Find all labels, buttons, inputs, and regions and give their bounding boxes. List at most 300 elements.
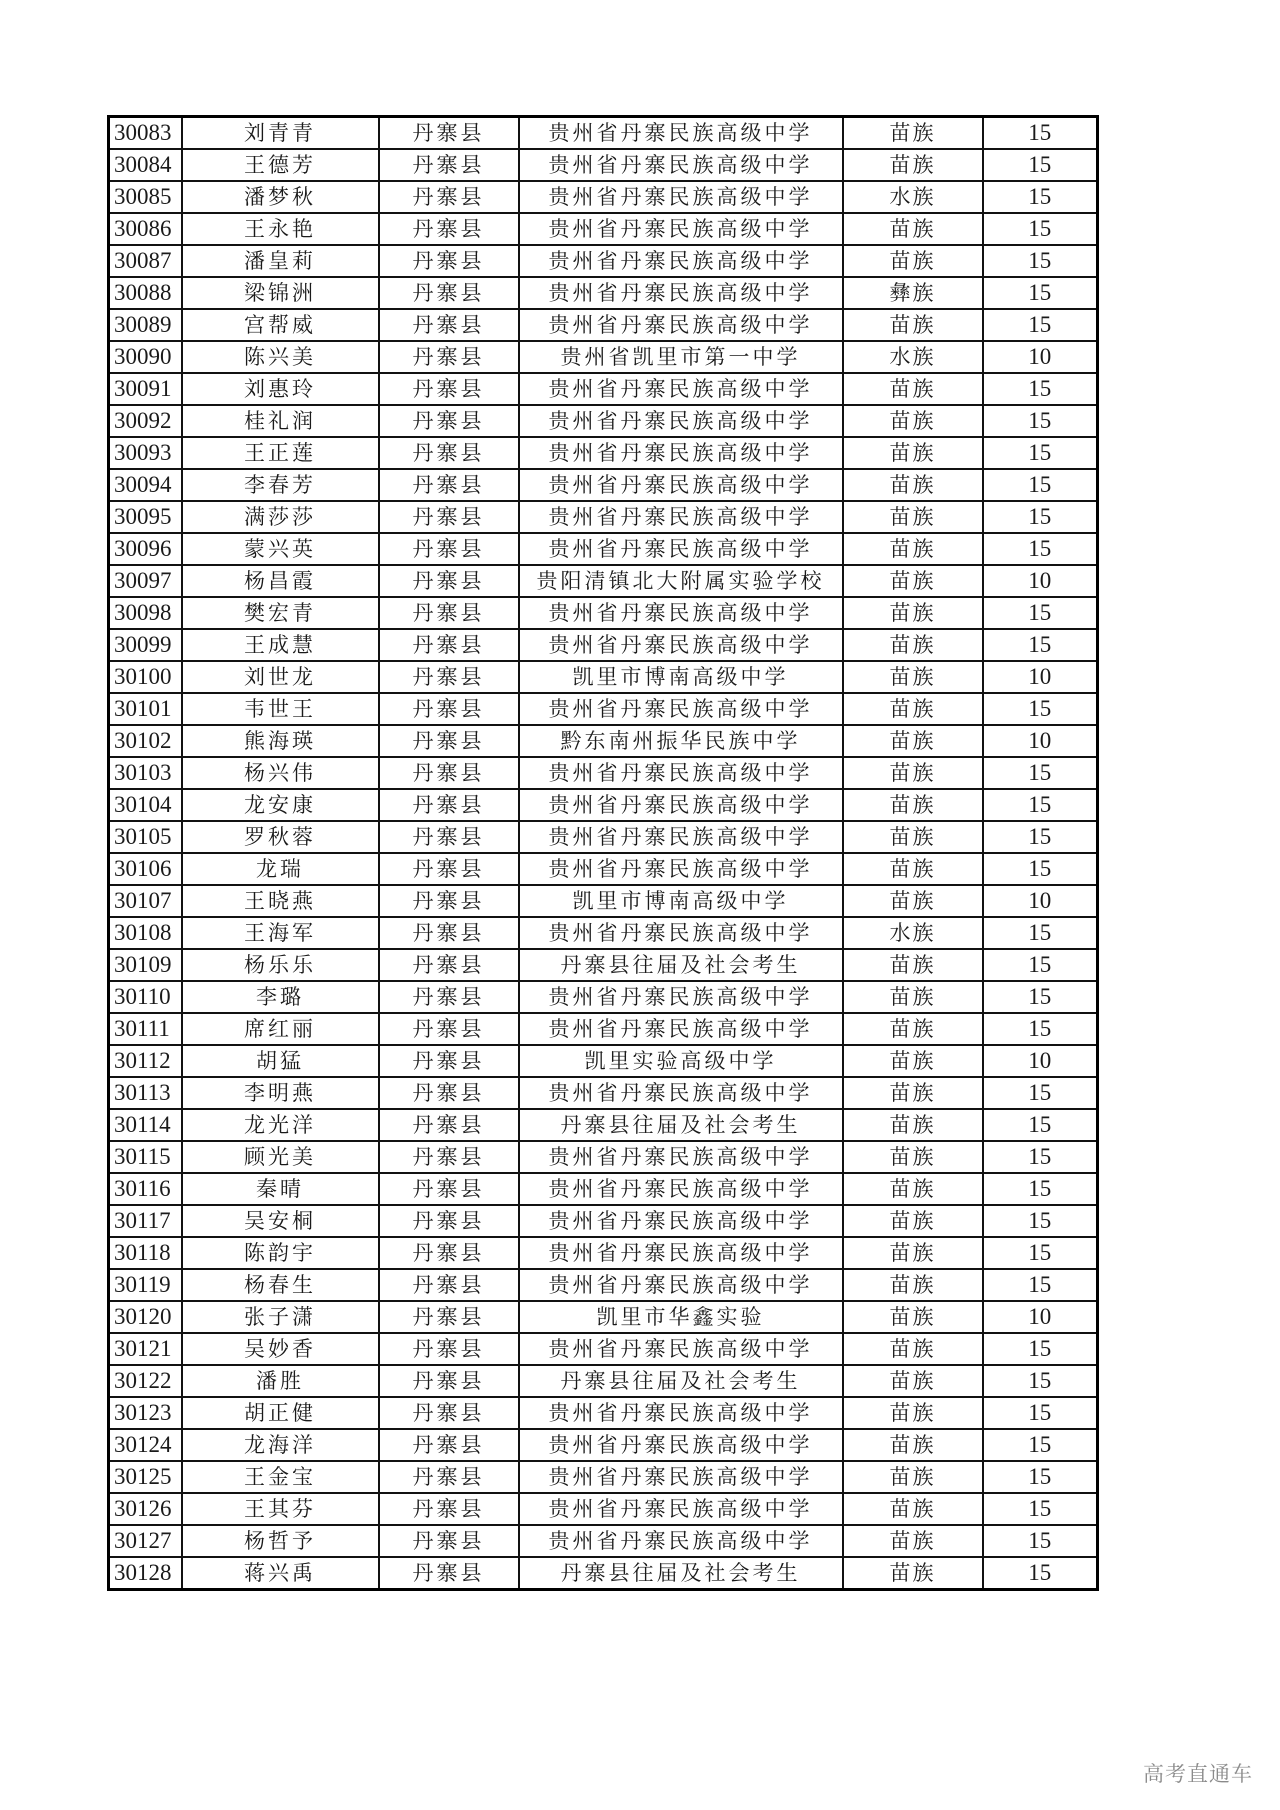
cell-bonus-points: 15 xyxy=(983,1493,1098,1525)
cell-ethnicity: 苗族 xyxy=(843,405,983,437)
cell-student-name: 陈韵宇 xyxy=(182,1237,379,1269)
cell-county: 丹寨县 xyxy=(379,117,519,150)
cell-school: 贵州省丹寨民族高级中学 xyxy=(519,373,843,405)
cell-county: 丹寨县 xyxy=(379,149,519,181)
table-row xyxy=(109,245,1098,277)
cell-student-id: 30084 xyxy=(109,149,182,181)
table-row xyxy=(109,789,1098,821)
cell-ethnicity: 苗族 xyxy=(843,1013,983,1045)
cell-ethnicity: 苗族 xyxy=(843,117,983,150)
cell-student-name: 王海军 xyxy=(182,917,379,949)
cell-bonus-points: 15 xyxy=(983,1141,1098,1173)
cell-bonus-points: 15 xyxy=(983,1557,1098,1590)
cell-student-name: 秦晴 xyxy=(182,1173,379,1205)
cell-student-name: 吴安桐 xyxy=(182,1205,379,1237)
cell-student-id: 30090 xyxy=(109,341,182,373)
table-row xyxy=(109,821,1098,853)
cell-student-name: 罗秋蓉 xyxy=(182,821,379,853)
cell-student-id: 30119 xyxy=(109,1269,182,1301)
table-row xyxy=(109,725,1098,757)
cell-student-id: 30103 xyxy=(109,757,182,789)
cell-bonus-points: 15 xyxy=(983,1461,1098,1493)
cell-student-name: 蒋兴禹 xyxy=(182,1557,379,1590)
cell-ethnicity: 苗族 xyxy=(843,1397,983,1429)
cell-student-id: 30098 xyxy=(109,597,182,629)
table-row xyxy=(109,181,1098,213)
table-row xyxy=(109,1557,1098,1590)
cell-ethnicity: 苗族 xyxy=(843,597,983,629)
cell-school: 黔东南州振华民族中学 xyxy=(519,725,843,757)
cell-student-name: 吴妙香 xyxy=(182,1333,379,1365)
cell-county: 丹寨县 xyxy=(379,949,519,981)
table-row xyxy=(109,309,1098,341)
cell-county: 丹寨县 xyxy=(379,1365,519,1397)
cell-school: 贵州省丹寨民族高级中学 xyxy=(519,597,843,629)
cell-school: 贵州省丹寨民族高级中学 xyxy=(519,181,843,213)
table-row xyxy=(109,469,1098,501)
cell-student-name: 王正莲 xyxy=(182,437,379,469)
cell-school: 贵州省丹寨民族高级中学 xyxy=(519,1205,843,1237)
table-row xyxy=(109,213,1098,245)
cell-school: 贵州省凯里市第一中学 xyxy=(519,341,843,373)
cell-student-id: 30114 xyxy=(109,1109,182,1141)
cell-county: 丹寨县 xyxy=(379,501,519,533)
table-row xyxy=(109,981,1098,1013)
cell-school: 贵州省丹寨民族高级中学 xyxy=(519,1525,843,1557)
cell-student-name: 李明燕 xyxy=(182,1077,379,1109)
cell-student-id: 30118 xyxy=(109,1237,182,1269)
cell-student-name: 胡正健 xyxy=(182,1397,379,1429)
cell-ethnicity: 水族 xyxy=(843,181,983,213)
cell-county: 丹寨县 xyxy=(379,757,519,789)
cell-ethnicity: 苗族 xyxy=(843,309,983,341)
cell-school: 贵州省丹寨民族高级中学 xyxy=(519,853,843,885)
cell-student-name: 张子潇 xyxy=(182,1301,379,1333)
table-row xyxy=(109,277,1098,309)
cell-student-id: 30104 xyxy=(109,789,182,821)
cell-bonus-points: 15 xyxy=(983,533,1098,565)
cell-student-id: 30097 xyxy=(109,565,182,597)
cell-county: 丹寨县 xyxy=(379,1077,519,1109)
cell-bonus-points: 15 xyxy=(983,1333,1098,1365)
cell-student-name: 顾光美 xyxy=(182,1141,379,1173)
cell-student-id: 30100 xyxy=(109,661,182,693)
table-row xyxy=(109,1301,1098,1333)
cell-bonus-points: 15 xyxy=(983,117,1098,150)
cell-school: 贵州省丹寨民族高级中学 xyxy=(519,917,843,949)
cell-bonus-points: 10 xyxy=(983,1301,1098,1333)
cell-student-id: 30086 xyxy=(109,213,182,245)
cell-ethnicity: 苗族 xyxy=(843,1365,983,1397)
cell-student-id: 30093 xyxy=(109,437,182,469)
cell-student-name: 潘梦秋 xyxy=(182,181,379,213)
cell-school: 贵州省丹寨民族高级中学 xyxy=(519,1493,843,1525)
cell-ethnicity: 苗族 xyxy=(843,821,983,853)
cell-county: 丹寨县 xyxy=(379,1525,519,1557)
cell-student-id: 30128 xyxy=(109,1557,182,1590)
cell-bonus-points: 15 xyxy=(983,1429,1098,1461)
cell-school: 贵州省丹寨民族高级中学 xyxy=(519,1141,843,1173)
cell-student-name: 杨春生 xyxy=(182,1269,379,1301)
table-row xyxy=(109,629,1098,661)
cell-school: 贵州省丹寨民族高级中学 xyxy=(519,1269,843,1301)
cell-school: 贵州省丹寨民族高级中学 xyxy=(519,501,843,533)
cell-school: 凯里市博南高级中学 xyxy=(519,885,843,917)
cell-bonus-points: 15 xyxy=(983,405,1098,437)
cell-ethnicity: 水族 xyxy=(843,917,983,949)
cell-bonus-points: 15 xyxy=(983,1013,1098,1045)
table-row xyxy=(109,1397,1098,1429)
cell-school: 贵州省丹寨民族高级中学 xyxy=(519,469,843,501)
cell-bonus-points: 10 xyxy=(983,661,1098,693)
cell-bonus-points: 15 xyxy=(983,277,1098,309)
cell-student-name: 樊宏青 xyxy=(182,597,379,629)
cell-county: 丹寨县 xyxy=(379,981,519,1013)
table-row xyxy=(109,1173,1098,1205)
cell-county: 丹寨县 xyxy=(379,1045,519,1077)
watermark-text: 高考直通车 xyxy=(1143,1762,1253,1786)
cell-student-name: 席红丽 xyxy=(182,1013,379,1045)
cell-school: 贵州省丹寨民族高级中学 xyxy=(519,309,843,341)
cell-student-name: 蒙兴英 xyxy=(182,533,379,565)
cell-student-id: 30124 xyxy=(109,1429,182,1461)
cell-bonus-points: 15 xyxy=(983,1077,1098,1109)
table-row xyxy=(109,373,1098,405)
cell-bonus-points: 15 xyxy=(983,149,1098,181)
cell-county: 丹寨县 xyxy=(379,1429,519,1461)
cell-county: 丹寨县 xyxy=(379,437,519,469)
cell-ethnicity: 苗族 xyxy=(843,981,983,1013)
cell-student-name: 龙光洋 xyxy=(182,1109,379,1141)
cell-county: 丹寨县 xyxy=(379,1205,519,1237)
table-row xyxy=(109,949,1098,981)
cell-ethnicity: 苗族 xyxy=(843,373,983,405)
cell-bonus-points: 15 xyxy=(983,981,1098,1013)
table-row xyxy=(109,1141,1098,1173)
cell-student-name: 王晓燕 xyxy=(182,885,379,917)
cell-student-name: 桂礼润 xyxy=(182,405,379,437)
cell-student-name: 刘世龙 xyxy=(182,661,379,693)
cell-ethnicity: 苗族 xyxy=(843,853,983,885)
cell-bonus-points: 15 xyxy=(983,501,1098,533)
cell-student-name: 龙海洋 xyxy=(182,1429,379,1461)
cell-school: 丹寨县往届及社会考生 xyxy=(519,1557,843,1590)
cell-county: 丹寨县 xyxy=(379,1013,519,1045)
cell-ethnicity: 苗族 xyxy=(843,437,983,469)
table-row xyxy=(109,1045,1098,1077)
cell-school: 贵州省丹寨民族高级中学 xyxy=(519,149,843,181)
cell-student-name: 李璐 xyxy=(182,981,379,1013)
cell-bonus-points: 15 xyxy=(983,1525,1098,1557)
cell-county: 丹寨县 xyxy=(379,597,519,629)
cell-student-id: 30096 xyxy=(109,533,182,565)
cell-ethnicity: 苗族 xyxy=(843,1109,983,1141)
table-row xyxy=(109,501,1098,533)
cell-student-id: 30106 xyxy=(109,853,182,885)
student-bonus-points-table xyxy=(107,115,1099,1591)
cell-student-id: 30092 xyxy=(109,405,182,437)
cell-ethnicity: 苗族 xyxy=(843,501,983,533)
table-row xyxy=(109,1013,1098,1045)
cell-school: 贵州省丹寨民族高级中学 xyxy=(519,1237,843,1269)
table-row xyxy=(109,117,1098,150)
cell-school: 贵州省丹寨民族高级中学 xyxy=(519,117,843,150)
cell-school: 贵州省丹寨民族高级中学 xyxy=(519,1429,843,1461)
cell-student-id: 30113 xyxy=(109,1077,182,1109)
cell-student-id: 30105 xyxy=(109,821,182,853)
cell-student-id: 30109 xyxy=(109,949,182,981)
table-row xyxy=(109,1525,1098,1557)
cell-school: 凯里市博南高级中学 xyxy=(519,661,843,693)
cell-student-name: 李春芳 xyxy=(182,469,379,501)
cell-county: 丹寨县 xyxy=(379,821,519,853)
cell-student-id: 30085 xyxy=(109,181,182,213)
cell-student-name: 杨乐乐 xyxy=(182,949,379,981)
cell-ethnicity: 彝族 xyxy=(843,277,983,309)
cell-school: 贵州省丹寨民族高级中学 xyxy=(519,693,843,725)
cell-county: 丹寨县 xyxy=(379,469,519,501)
table-row xyxy=(109,693,1098,725)
cell-student-name: 宫帮威 xyxy=(182,309,379,341)
cell-ethnicity: 苗族 xyxy=(843,469,983,501)
cell-school: 贵州省丹寨民族高级中学 xyxy=(519,213,843,245)
cell-ethnicity: 苗族 xyxy=(843,661,983,693)
cell-student-name: 龙安康 xyxy=(182,789,379,821)
cell-student-name: 胡猛 xyxy=(182,1045,379,1077)
cell-bonus-points: 15 xyxy=(983,437,1098,469)
cell-county: 丹寨县 xyxy=(379,1109,519,1141)
cell-ethnicity: 苗族 xyxy=(843,1461,983,1493)
table-row xyxy=(109,597,1098,629)
cell-student-name: 陈兴美 xyxy=(182,341,379,373)
cell-ethnicity: 苗族 xyxy=(843,1141,983,1173)
cell-student-name: 杨哲予 xyxy=(182,1525,379,1557)
cell-school: 贵州省丹寨民族高级中学 xyxy=(519,981,843,1013)
cell-bonus-points: 15 xyxy=(983,1173,1098,1205)
cell-bonus-points: 15 xyxy=(983,1109,1098,1141)
cell-ethnicity: 苗族 xyxy=(843,1333,983,1365)
cell-bonus-points: 15 xyxy=(983,181,1098,213)
cell-ethnicity: 苗族 xyxy=(843,629,983,661)
cell-ethnicity: 苗族 xyxy=(843,693,983,725)
cell-county: 丹寨县 xyxy=(379,661,519,693)
cell-county: 丹寨县 xyxy=(379,725,519,757)
cell-ethnicity: 苗族 xyxy=(843,885,983,917)
table-body xyxy=(109,117,1098,1590)
cell-school: 贵州省丹寨民族高级中学 xyxy=(519,245,843,277)
table-row xyxy=(109,149,1098,181)
cell-county: 丹寨县 xyxy=(379,1557,519,1590)
table-row xyxy=(109,853,1098,885)
table-row xyxy=(109,757,1098,789)
cell-school: 丹寨县往届及社会考生 xyxy=(519,1365,843,1397)
cell-bonus-points: 15 xyxy=(983,245,1098,277)
cell-bonus-points: 15 xyxy=(983,1365,1098,1397)
cell-school: 贵州省丹寨民族高级中学 xyxy=(519,1077,843,1109)
cell-student-id: 30112 xyxy=(109,1045,182,1077)
cell-bonus-points: 15 xyxy=(983,693,1098,725)
table-row xyxy=(109,1333,1098,1365)
cell-county: 丹寨县 xyxy=(379,373,519,405)
cell-county: 丹寨县 xyxy=(379,853,519,885)
cell-ethnicity: 苗族 xyxy=(843,1173,983,1205)
cell-ethnicity: 苗族 xyxy=(843,789,983,821)
cell-school: 贵州省丹寨民族高级中学 xyxy=(519,277,843,309)
cell-student-name: 王德芳 xyxy=(182,149,379,181)
cell-bonus-points: 15 xyxy=(983,757,1098,789)
cell-student-name: 王永艳 xyxy=(182,213,379,245)
cell-bonus-points: 10 xyxy=(983,725,1098,757)
cell-bonus-points: 10 xyxy=(983,341,1098,373)
cell-student-id: 30094 xyxy=(109,469,182,501)
cell-bonus-points: 15 xyxy=(983,1397,1098,1429)
table-row xyxy=(109,1493,1098,1525)
cell-school: 贵州省丹寨民族高级中学 xyxy=(519,533,843,565)
cell-bonus-points: 15 xyxy=(983,917,1098,949)
cell-bonus-points: 15 xyxy=(983,629,1098,661)
cell-ethnicity: 水族 xyxy=(843,341,983,373)
table-row xyxy=(109,917,1098,949)
cell-bonus-points: 15 xyxy=(983,597,1098,629)
cell-ethnicity: 苗族 xyxy=(843,245,983,277)
cell-student-name: 杨昌霞 xyxy=(182,565,379,597)
table-row xyxy=(109,341,1098,373)
cell-student-id: 30089 xyxy=(109,309,182,341)
cell-county: 丹寨县 xyxy=(379,405,519,437)
table-row xyxy=(109,1269,1098,1301)
table-row xyxy=(109,661,1098,693)
cell-bonus-points: 10 xyxy=(983,1045,1098,1077)
cell-school: 凯里市华鑫实验 xyxy=(519,1301,843,1333)
cell-school: 贵州省丹寨民族高级中学 xyxy=(519,629,843,661)
cell-student-id: 30126 xyxy=(109,1493,182,1525)
cell-student-name: 刘青青 xyxy=(182,117,379,150)
cell-county: 丹寨县 xyxy=(379,533,519,565)
cell-ethnicity: 苗族 xyxy=(843,213,983,245)
cell-county: 丹寨县 xyxy=(379,693,519,725)
table-row xyxy=(109,533,1098,565)
cell-ethnicity: 苗族 xyxy=(843,1557,983,1590)
table-row xyxy=(109,405,1098,437)
cell-student-id: 30088 xyxy=(109,277,182,309)
cell-student-name: 刘惠玲 xyxy=(182,373,379,405)
cell-ethnicity: 苗族 xyxy=(843,757,983,789)
table-row xyxy=(109,885,1098,917)
cell-bonus-points: 15 xyxy=(983,949,1098,981)
cell-school: 贵州省丹寨民族高级中学 xyxy=(519,789,843,821)
cell-student-name: 王其芬 xyxy=(182,1493,379,1525)
cell-student-name: 潘胜 xyxy=(182,1365,379,1397)
cell-county: 丹寨县 xyxy=(379,565,519,597)
table-row xyxy=(109,437,1098,469)
cell-ethnicity: 苗族 xyxy=(843,1045,983,1077)
cell-county: 丹寨县 xyxy=(379,1333,519,1365)
cell-school: 贵州省丹寨民族高级中学 xyxy=(519,1333,843,1365)
cell-bonus-points: 15 xyxy=(983,1269,1098,1301)
cell-student-name: 梁锦洲 xyxy=(182,277,379,309)
cell-student-id: 30095 xyxy=(109,501,182,533)
cell-ethnicity: 苗族 xyxy=(843,1077,983,1109)
cell-school: 贵州省丹寨民族高级中学 xyxy=(519,405,843,437)
cell-county: 丹寨县 xyxy=(379,1237,519,1269)
cell-student-id: 30110 xyxy=(109,981,182,1013)
cell-county: 丹寨县 xyxy=(379,789,519,821)
cell-student-name: 龙瑞 xyxy=(182,853,379,885)
cell-student-name: 韦世王 xyxy=(182,693,379,725)
cell-county: 丹寨县 xyxy=(379,1173,519,1205)
cell-county: 丹寨县 xyxy=(379,341,519,373)
cell-school: 贵州省丹寨民族高级中学 xyxy=(519,821,843,853)
cell-student-name: 杨兴伟 xyxy=(182,757,379,789)
cell-student-id: 30123 xyxy=(109,1397,182,1429)
cell-bonus-points: 15 xyxy=(983,309,1098,341)
cell-school: 贵州省丹寨民族高级中学 xyxy=(519,1397,843,1429)
cell-student-name: 潘皇莉 xyxy=(182,245,379,277)
cell-student-id: 30122 xyxy=(109,1365,182,1397)
table-row xyxy=(109,1429,1098,1461)
cell-ethnicity: 苗族 xyxy=(843,149,983,181)
cell-school: 凯里实验高级中学 xyxy=(519,1045,843,1077)
cell-school: 丹寨县往届及社会考生 xyxy=(519,949,843,981)
table-row xyxy=(109,1109,1098,1141)
cell-student-id: 30108 xyxy=(109,917,182,949)
cell-student-id: 30102 xyxy=(109,725,182,757)
cell-ethnicity: 苗族 xyxy=(843,1237,983,1269)
cell-county: 丹寨县 xyxy=(379,885,519,917)
cell-student-name: 满莎莎 xyxy=(182,501,379,533)
cell-school: 贵州省丹寨民族高级中学 xyxy=(519,437,843,469)
cell-bonus-points: 15 xyxy=(983,213,1098,245)
cell-county: 丹寨县 xyxy=(379,213,519,245)
cell-student-name: 王金宝 xyxy=(182,1461,379,1493)
cell-student-id: 30101 xyxy=(109,693,182,725)
table-row xyxy=(109,1237,1098,1269)
cell-bonus-points: 10 xyxy=(983,565,1098,597)
cell-student-id: 30099 xyxy=(109,629,182,661)
cell-school: 贵阳清镇北大附属实验学校 xyxy=(519,565,843,597)
cell-school: 贵州省丹寨民族高级中学 xyxy=(519,1013,843,1045)
table-row xyxy=(109,565,1098,597)
cell-school: 贵州省丹寨民族高级中学 xyxy=(519,757,843,789)
cell-student-id: 30127 xyxy=(109,1525,182,1557)
cell-county: 丹寨县 xyxy=(379,277,519,309)
cell-bonus-points: 15 xyxy=(983,373,1098,405)
cell-county: 丹寨县 xyxy=(379,1397,519,1429)
cell-ethnicity: 苗族 xyxy=(843,533,983,565)
cell-student-id: 30091 xyxy=(109,373,182,405)
cell-school: 丹寨县往届及社会考生 xyxy=(519,1109,843,1141)
cell-student-id: 30111 xyxy=(109,1013,182,1045)
cell-student-id: 30121 xyxy=(109,1333,182,1365)
cell-ethnicity: 苗族 xyxy=(843,1525,983,1557)
table-row xyxy=(109,1205,1098,1237)
cell-student-id: 30107 xyxy=(109,885,182,917)
cell-bonus-points: 10 xyxy=(983,885,1098,917)
cell-ethnicity: 苗族 xyxy=(843,1429,983,1461)
cell-student-id: 30116 xyxy=(109,1173,182,1205)
cell-ethnicity: 苗族 xyxy=(843,949,983,981)
cell-county: 丹寨县 xyxy=(379,309,519,341)
cell-ethnicity: 苗族 xyxy=(843,1301,983,1333)
cell-county: 丹寨县 xyxy=(379,1493,519,1525)
cell-bonus-points: 15 xyxy=(983,469,1098,501)
cell-student-name: 王成慧 xyxy=(182,629,379,661)
cell-ethnicity: 苗族 xyxy=(843,725,983,757)
cell-student-id: 30087 xyxy=(109,245,182,277)
cell-county: 丹寨县 xyxy=(379,1141,519,1173)
cell-bonus-points: 15 xyxy=(983,821,1098,853)
cell-ethnicity: 苗族 xyxy=(843,1269,983,1301)
